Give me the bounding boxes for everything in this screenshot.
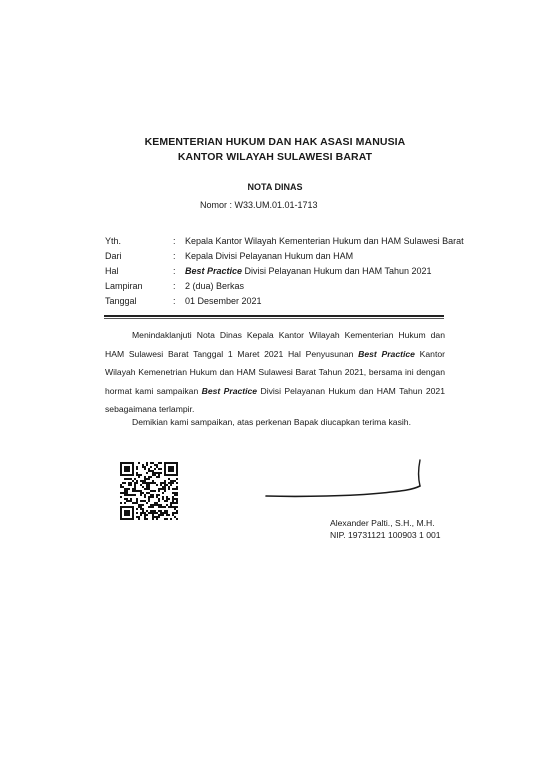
meta-value: 01 Desember 2021	[185, 296, 262, 306]
meta-colon: :	[173, 281, 176, 291]
meta-value	[185, 266, 432, 276]
body-paragraph-1	[105, 326, 445, 419]
meta-key: Tanggal	[105, 296, 137, 306]
letterhead-ministry: KEMENTERIAN HUKUM DAN HAK ASASI MANUSIA	[144, 136, 406, 148]
body-text: Menindaklanjuti Nota Dinas Kepala Kantor Wilayah Kementerian Hukum dan HAM Sulawesi Barat Tanggal 1 Maret 2021 Hal Penyusunan	[105, 330, 445, 359]
body-emphasis: Best Practice	[201, 385, 258, 396]
body-text: Kantor Wilayah Kemenetrian Hukum dan HAM Sulawesi Barat Tahun 2021, bersama ini dengan hormat kami sampaikan	[105, 348, 445, 396]
divider-thin	[104, 318, 444, 319]
signer-nip: NIP. 19731121 100903 1 001	[330, 530, 441, 540]
memo-number: Nomor : W33.UM.01.01-1713	[200, 200, 318, 210]
signer-name: Alexander Palti., S.H., M.H.	[330, 518, 435, 528]
body-paragraph-2	[105, 413, 445, 432]
body-emphasis: Best Practice	[358, 348, 415, 359]
handwritten-signature-icon	[262, 456, 432, 520]
meta-value: Kepala Kantor Wilayah Kementerian Hukum dan HAM Sulawesi Barat	[185, 236, 464, 246]
letterhead-office: KANTOR WILAYAH SULAWESI BARAT	[177, 151, 373, 163]
meta-colon: :	[173, 266, 176, 276]
meta-key: Hal	[105, 266, 119, 276]
meta-colon: :	[173, 296, 176, 306]
memo-title: NOTA DINAS	[247, 182, 303, 192]
meta-value: Kepala Divisi Pelayanan Hukum dan HAM	[185, 251, 354, 261]
meta-colon: :	[173, 251, 176, 261]
meta-key: Yth.	[105, 236, 122, 246]
divider-thick	[104, 315, 444, 317]
meta-value: 2 (dua) Berkas	[185, 281, 245, 291]
body-text: Divisi Pelayanan Hukum dan HAM Tahun 2021 sebagaimana terlampir.	[105, 385, 445, 414]
meta-key: Dari	[105, 251, 122, 261]
meta-value-rest: Divisi Pelayanan Hukum dan HAM Tahun 2021	[242, 266, 432, 276]
meta-colon: :	[173, 236, 176, 246]
meta-value-emphasis: Best Practice	[185, 266, 243, 276]
qr-code-icon	[120, 462, 178, 520]
closing-text: Demikian kami sampaikan, atas perkenan Bapak diucapkan terima kasih.	[132, 417, 411, 427]
meta-key: Lampiran	[105, 281, 143, 291]
